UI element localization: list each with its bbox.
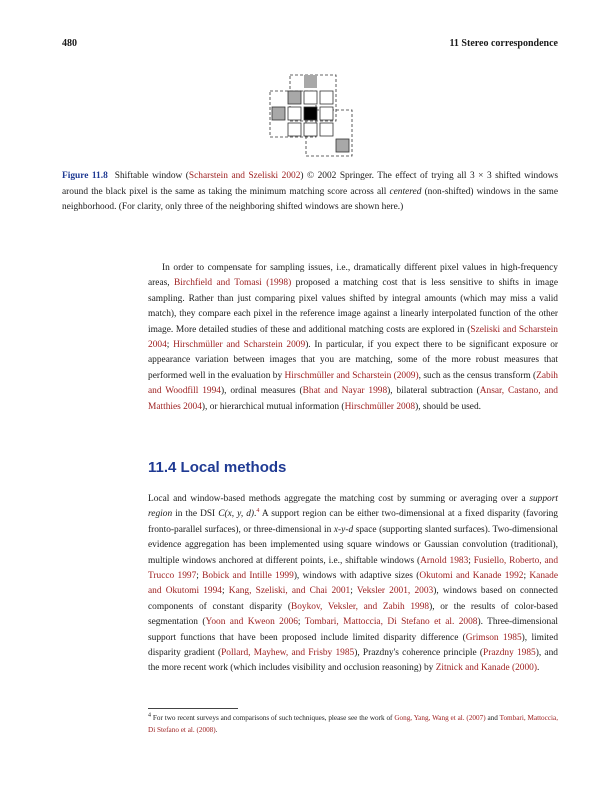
citation-link[interactable]: Tombari, Mattoccia, Di Stefano et al. (2008): [148, 714, 559, 734]
citation-link[interactable]: Prazdny 1985: [483, 648, 536, 659]
footnote-divider: [148, 708, 238, 709]
citation-link[interactable]: Bobick and Intille 1999: [202, 571, 294, 582]
citation-link[interactable]: Boykov, Veksler, and Zabih 1998: [290, 601, 430, 612]
body-text: ), limited disparity gradient (: [148, 632, 559, 659]
pixel: [304, 75, 317, 88]
citation-link[interactable]: Hirschmüller and Scharstein (2009): [284, 370, 419, 381]
body-text: In order to compensate for sampling issues, i.e., dramatically different pixel values in high-frequency areas,: [148, 263, 558, 289]
caption-text: Shiftable window (: [114, 171, 189, 181]
page-number: 480: [62, 38, 77, 49]
pixel: [288, 123, 301, 136]
center-pixel: [304, 107, 317, 120]
citation-link[interactable]: Scharstein and Szeliski 2002: [188, 171, 301, 181]
pixel-grid: [272, 75, 349, 152]
pixel: [320, 123, 333, 136]
citation-link[interactable]: Zitnick and Kanade (2000): [435, 663, 537, 674]
shiftable-window-figure: [268, 73, 356, 158]
footnote-text: .: [215, 726, 218, 734]
citation-link[interactable]: Yoon and Kweon 2006: [205, 617, 298, 628]
body-text: ;: [297, 617, 305, 628]
body-text: .: [536, 663, 540, 674]
citation-link[interactable]: Arnold 1983: [420, 555, 469, 566]
body-text: ). Three-dimensional support functions that have been proposed include limited disparity difference (: [148, 617, 558, 643]
section-heading: 11.4 Local methods: [148, 459, 287, 476]
figure-caption: [62, 169, 558, 216]
body-text: ), ordinal measures (: [220, 386, 303, 397]
citation-link[interactable]: Fusiello, Roberto, and Trucco 1997: [148, 555, 559, 582]
pixel: [304, 123, 317, 136]
citation-link[interactable]: Hirschmüller and Scharstein 2009: [173, 340, 306, 351]
body-text: , such as the census transform (: [418, 370, 537, 381]
body-text: A support region can be either two-dimensional at a fixed disparity (favoring fronto-parallel surfaces), or three-dimensional in: [148, 509, 558, 535]
citation-link[interactable]: Szeliski and Scharstein 2004: [148, 324, 558, 351]
footnote-text: For two recent surveys and comparisons of such techniques, please see the work of: [151, 714, 395, 722]
body-text: ), windows based on connected components of constant disparity (: [148, 586, 558, 612]
citation-link[interactable]: Pollard, Mayhew, and Frisby 1985: [221, 648, 355, 659]
paragraph-matching-costs: [148, 261, 558, 415]
pixel: [336, 139, 349, 152]
footnote-marker[interactable]: 4: [256, 508, 260, 515]
body-text: ;: [350, 586, 357, 597]
body-text: in the DSI: [172, 509, 219, 520]
body-text: ;: [468, 555, 474, 566]
body-text: ;: [222, 586, 229, 597]
body-text: ;: [166, 340, 174, 351]
body-text: ), Prazdny's coherence principle (: [354, 648, 484, 659]
citation-link[interactable]: Grimson 1985: [465, 632, 522, 643]
math-expression: x-y-d: [333, 524, 354, 535]
citation-link[interactable]: Gong, Yang, Wang et al. (2007): [394, 714, 486, 722]
footnote-text: and: [485, 714, 500, 722]
body-text: ;: [196, 571, 203, 582]
citation-link[interactable]: Bhat and Nayar 1998: [302, 386, 388, 397]
footnote-number: 4: [148, 712, 151, 719]
citation-link[interactable]: Veksler 2001, 2003: [356, 586, 434, 597]
body-text: ), should be used.: [415, 401, 482, 412]
figure-label: Figure 11.8: [62, 171, 108, 181]
pixel: [320, 91, 333, 104]
caption-emphasis: centered: [389, 186, 422, 197]
body-text: ), bilateral subtraction (: [387, 386, 480, 397]
citation-link[interactable]: Hirschmüller 2008: [344, 401, 416, 412]
math-expression: C(x, y, d): [218, 509, 255, 520]
caption-text: ) © 2002 Springer. The effect of trying all 3 × 3 shifted windows around the black pixel is the same as taking the minimum matching score across all: [62, 171, 558, 197]
body-text: ), or hierarchical mutual information (: [201, 401, 345, 412]
body-text: ;: [523, 571, 530, 582]
paragraph-local-methods: Local and window-based methods aggregate the matching cost by summing or averaging over a support region in the DSI C(x, y, d).$^4$ A support region can be either two-dimensional at a fixed disparity (favoring fronto-parallel surfaces), or three-dimensional in x-y-d space (supporting slanted surfaces). Two-dimensional evidence aggregation has been implemented using square windows or Gaussian convolution (traditional), multiple windows anchored at different points, i.e., shiftable windows (Arnold 1983; Fusiello, Roberto, and Trucco 1997; Bobick and Intille 1999), windows with adaptive sizes (Okutomi and Kanade 1992; Kanade and Okutomi 1994; Kang, Szeliski, and Chai 2001; Veksler 2001, 2003), windows based on connected components of constant disparity (Boykov, Veksler, and Zabih 1998), or the results of color-based segmentation (Yoon and Kweon 2006; Tombari, Mattoccia, Di Stefano et al. 2008). Three-dimensional support functions that have been proposed include limited disparity difference (Grimson 1985), limited disparity gradient (Pollard, Mayhew, and Frisby 1985), Prazdny's coherence principle (Prazdny 1985), and the more recent work (which includes visibility and occlusion reasoning) by Zitnick and Kanade (2000).: [148, 494, 559, 674]
footnote: [148, 712, 558, 736]
citation-link[interactable]: Birchfield and Tomasi (1998): [174, 278, 292, 289]
citation-link[interactable]: Kanade and Okutomi 1994: [148, 571, 559, 597]
citation-link[interactable]: Kang, Szeliski, and Chai 2001: [228, 586, 351, 597]
pixel: [272, 107, 285, 120]
caption-text: (non-shifted) windows in the same neighborhood. (For clarity, only three of the neighboring shifted windows are shown here.): [62, 186, 558, 213]
body-text: Local and window-based methods aggregate the matching cost by summing or averaging over a: [148, 494, 530, 504]
page-header: [62, 38, 558, 54]
citation-link[interactable]: Tombari, Mattoccia, Di Stefano et al. 2008: [304, 617, 478, 628]
running-head: 11 Stereo correspondence: [449, 38, 558, 49]
pixel: [304, 91, 317, 104]
emphasis-term: support region: [148, 494, 558, 520]
citation-link[interactable]: Ansar, Castano, and Matthies 2004: [148, 386, 558, 412]
pixel: [320, 107, 333, 120]
pixel: [288, 91, 301, 104]
pixel: [288, 107, 301, 120]
body-text: ). In particular, if you expect there to be significant exposure or appearance variation between images that you are matching, some of the more robust measures that performed well in the evaluation by: [148, 340, 558, 381]
body-text: ), and the more recent work (which includes visibility and occlusion reasoning) by: [148, 648, 558, 674]
citation-link[interactable]: Zabih and Woodfill 1994: [148, 370, 558, 397]
citation-link[interactable]: Okutomi and Kanade 1992: [419, 571, 524, 582]
body-text: space (supporting slanted surfaces). Two-dimensional evidence aggregation has been implemented using square windows or Gaussian convolution (traditional), multiple windows anchored at different points, i.e., shiftable windows (: [148, 524, 558, 566]
body-text: proposed a matching cost that is less sensitive to shifts in image sampling. Rather than just comparing pixel values shifted by integral amounts (which may miss a valid match), they compare each pixel in the reference image against a linearly interpolated function of the other image. More detailed studies of these and additional matching costs are explored in (: [148, 278, 558, 335]
body-text: ), or the results of color-based segmentation (: [148, 601, 558, 628]
body-text: ), windows with adaptive sizes (: [293, 571, 420, 582]
